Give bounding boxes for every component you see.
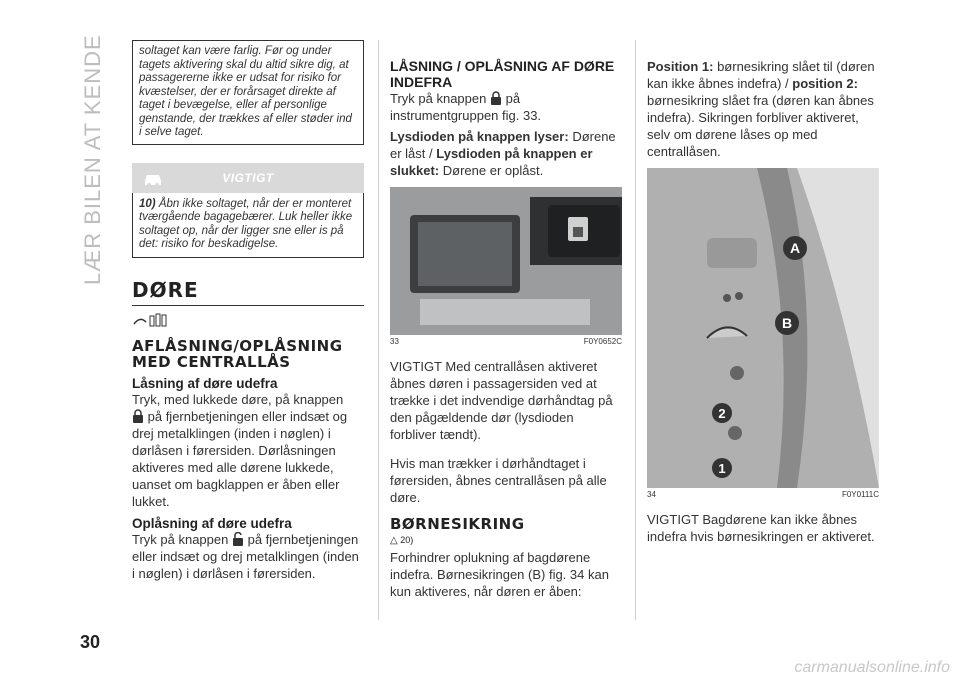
figure-code: F0Y0652C — [583, 337, 622, 346]
text-part: Tryk på knappen — [132, 531, 229, 547]
paragraph-end: VIGTIGT Bagdørene kan ikke åbnes indefra hvis børnesikringen er aktiveret. — [647, 512, 875, 544]
callout-2: 2 — [718, 406, 726, 421]
side-title-text: LÆR BILEN AT KENDE — [80, 34, 105, 285]
paragraph-lock-inside — [390, 90, 622, 124]
warning-triangle-icon: △ — [390, 535, 398, 546]
paragraph-unlock-outside — [132, 531, 364, 582]
column-2 — [390, 58, 622, 600]
heading-lock-inside: LÅSNING / OPLÅSNING AF DØRE INDEFRA — [390, 58, 615, 90]
figure-33-caption — [390, 337, 622, 346]
paragraph-child-lock: Forhindrer oplukning af bagdørene indefra. Børnesikringen (B) fig. 34 kan kun aktiveres, når døren er åben: — [390, 550, 609, 599]
text-part: Dørene er oplåst. — [442, 163, 544, 178]
figure-34 — [647, 168, 879, 488]
callout-1: 1 — [718, 461, 726, 476]
bold-part: position 2: — [792, 76, 858, 91]
dashboard-illustration — [390, 187, 622, 335]
heading-unlock-outside: Oplåsning af døre udefra — [132, 515, 292, 531]
text-part: børnesikring slået fra (døren kan åbnes indefra). Sikringen forbliver aktiveret, selv om dørene låses op med centrallåsen. — [647, 93, 874, 159]
column-1 — [132, 40, 364, 582]
figure-number: 34 — [647, 490, 656, 499]
text-part: på instrumentgruppen fig. 33. — [390, 91, 542, 123]
text-part: Dørene er låst / — [390, 129, 616, 161]
side-section-title — [80, 34, 105, 285]
column-3 — [647, 58, 879, 545]
text-part: Tryk, med lukkede døre, på knappen — [132, 391, 344, 407]
key-remote-icon — [132, 312, 172, 330]
lock-icon — [490, 91, 502, 105]
figure-code: F0Y0111C — [841, 490, 879, 499]
text-part: Tryk på knappen — [390, 91, 487, 106]
paragraph-vigtigt: VIGTIGT Med centrallåsen aktiveret åbnes døren i passagersiden ved at trække i det indvendige dørhåndtag på den pågældende dør (lysdioden forbliver tændt). — [390, 359, 613, 442]
vigtigt-header — [132, 163, 364, 193]
subsection-title: AFLÅSNING/OPLÅSNING MED CENTRALLÅS — [132, 336, 343, 371]
warning-box — [132, 40, 364, 145]
reference — [390, 535, 622, 546]
paragraph-lock-outside — [132, 391, 364, 510]
paragraph-driver-handle: Hvis man trækker i dørhåndtaget i førersiden, åbnes centrallåsen på alle døre. — [390, 456, 607, 505]
reference-number: 20) — [400, 535, 414, 545]
figure-33 — [390, 187, 622, 335]
heading-child-lock: BØRNESIKRING — [390, 515, 525, 533]
heading-lock-outside: Låsning af døre udefra — [132, 375, 278, 391]
lock-icon — [132, 409, 144, 423]
vigtigt-number: 10) — [139, 197, 156, 210]
page-number: 30 — [80, 632, 101, 652]
text-part: børnesikring slået til (døren kan ikke åbnes indefra) / — [647, 59, 875, 91]
vigtigt-text: Åbn ikke soltaget, når der er monteret tværgående bagagebærer. Luk heller ikke soltaget op, når der ligger sne eller is på det: risiko for beskadigelse. — [139, 197, 353, 250]
vigtigt-title: VIGTIGT — [222, 170, 274, 185]
section-rule — [132, 305, 364, 306]
column-divider — [378, 40, 379, 620]
unlock-icon — [232, 532, 244, 546]
bold-part: Position 1: — [647, 59, 714, 74]
watermark: carmanualsonline.info — [794, 659, 950, 676]
section-title: DØRE — [132, 277, 199, 302]
text-part: på fjernbetjeningen eller indsæt og drej metalklingen (inden i nøglen) i dørlåsen i førersiden. — [132, 531, 359, 581]
text-part: på fjernbetjeningen eller indsæt og drej metalklingen (inden i nøglen) i dørlåsen i førersiden. Dørlåsningen aktiveres med alle dørene lukkede, uanset om bagklappen er åben eller lukket. — [132, 408, 348, 509]
warning-text: soltaget kan være farlig. Før og under tagets aktivering skal du altid sikre dig, at passagererne ikke er udsat for risiko for kvæstelser, der er forårsaget direkte af taget i bevægelse, eller af personlige genstande, der trækkes af eller støder ind i selve taget. — [139, 45, 352, 138]
bold-part: Lysdioden på knappen lyser: — [390, 129, 569, 144]
column-divider — [635, 40, 636, 620]
bold-part: Lysdioden på knappen er slukket: — [390, 146, 593, 178]
door-lock-illustration — [647, 168, 879, 488]
vigtigt-body — [132, 193, 364, 258]
callout-b: B — [781, 315, 793, 331]
figure-number: 33 — [390, 337, 399, 346]
paragraph-positions — [647, 58, 879, 160]
callout-a: A — [789, 240, 801, 256]
figure-34-caption — [647, 490, 879, 499]
paragraph-led — [390, 128, 622, 179]
section-icons — [132, 312, 364, 334]
